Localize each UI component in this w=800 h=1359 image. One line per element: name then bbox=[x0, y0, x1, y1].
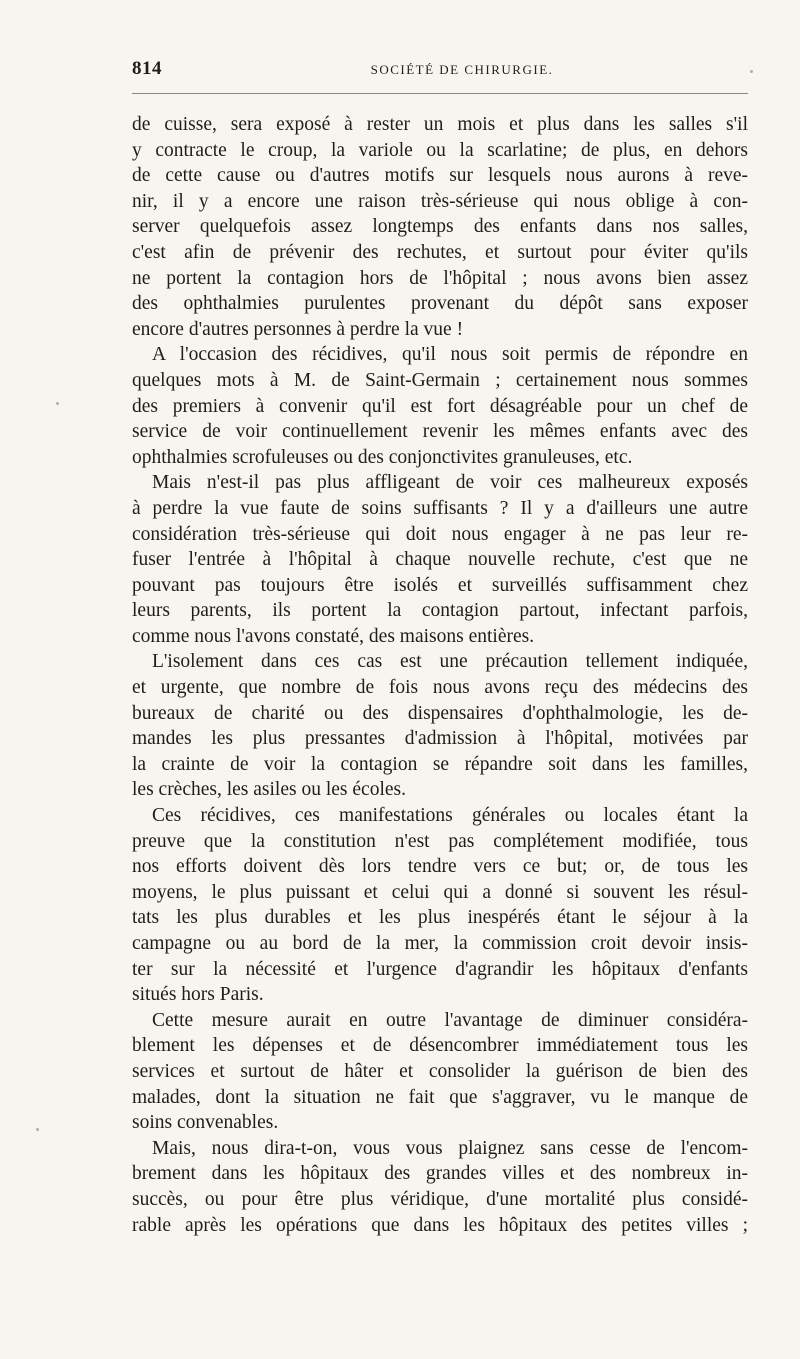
page-number: 814 bbox=[132, 58, 162, 79]
text-line: situés hors Paris. bbox=[132, 984, 264, 1006]
text-line: encore d'autres personnes à perdre la vue ! bbox=[132, 318, 464, 340]
text-line: fuser l'entrée à l'hôpital à chaque nouvelle rechute, c'est que ne bbox=[132, 549, 748, 571]
text-line: de cette cause ou d'autres motifs sur lesquels nous aurons à reve- bbox=[132, 165, 748, 187]
text-line: y contracte le croup, la variole ou la scarlatine; de plus, en dehors bbox=[132, 139, 748, 161]
text-line: des premiers à convenir qu'il est fort désagréable pour un chef de bbox=[132, 395, 748, 417]
text-line: soins convenables. bbox=[132, 1112, 279, 1134]
text-line: à perdre la vue faute de soins suffisants ? Il y a d'ailleurs une autre bbox=[132, 497, 748, 519]
text-line: de cuisse, sera exposé à rester un mois et plus dans les salles s'il bbox=[132, 114, 748, 135]
text-line: brement dans les hôpitaux des grandes villes et des nombreux in- bbox=[132, 1163, 748, 1185]
text-line: Ces récidives, ces manifestations générales ou locales étant la bbox=[152, 805, 748, 827]
text-line: les crèches, les asiles ou les écoles. bbox=[132, 779, 406, 801]
text-line: tats les plus durables et les plus inespérés étant le séjour à la bbox=[132, 907, 748, 929]
text-line: moyens, le plus puissant et celui qui a donné si souvent les résul- bbox=[132, 881, 748, 903]
text-line: ophthalmies scrofuleuses ou des conjonctivites granuleuses, etc. bbox=[132, 446, 633, 468]
text-line: service de voir continuellement revenir les mêmes enfants avec des bbox=[132, 421, 748, 443]
paper-speck bbox=[750, 70, 753, 73]
header-rule bbox=[132, 93, 748, 94]
text-line: comme nous l'avons constaté, des maisons entières. bbox=[132, 625, 535, 647]
text-line: malades, dont la situation ne fait que s'aggraver, vu le manque de bbox=[132, 1086, 748, 1108]
paper-speck bbox=[36, 1128, 39, 1131]
text-line: c'est afin de prévenir des rechutes, et surtout pour éviter qu'ils bbox=[132, 241, 748, 263]
text-line: Mais, nous dira-t-on, vous vous plaignez sans cesse de l'encom- bbox=[152, 1137, 748, 1159]
text-line: ne portent la contagion hors de l'hôpital ; nous avons bien assez bbox=[132, 267, 748, 289]
running-head: SOCIÉTÉ DE CHIRURGIE. bbox=[370, 62, 554, 77]
text-line: services et surtout de hâter et consolider la guérison de bien des bbox=[132, 1060, 748, 1082]
text-line: server quelquefois assez longtemps des enfants dans nos salles, bbox=[132, 216, 748, 238]
text-line: des ophthalmies purulentes provenant du dépôt sans exposer bbox=[132, 293, 748, 315]
body-text bbox=[132, 112, 748, 1238]
text-line: succès, ou pour être plus véridique, d'une mortalité plus considé- bbox=[132, 1188, 748, 1210]
text-line: nos efforts doivent dès lors tendre vers ce but; or, de tous les bbox=[132, 856, 748, 878]
text-line: campagne ou au bord de la mer, la commission croit devoir insis- bbox=[132, 933, 748, 954]
text-line: quelques mots à M. de Saint-Germain ; certainement nous sommes bbox=[132, 369, 748, 391]
text-line: pouvant pas toujours être isolés et surveillés suffisamment chez bbox=[132, 574, 748, 596]
text-line: preuve que la constitution n'est pas complétement modifiée, tous bbox=[132, 830, 748, 852]
text-line: Cette mesure aurait en outre l'avantage de diminuer considéra- bbox=[152, 1009, 748, 1031]
text-line: rable après les opérations que dans les hôpitaux des petites villes ; bbox=[132, 1214, 748, 1236]
text-line: considération très-sérieuse qui doit nous engager à ne pas leur re- bbox=[132, 523, 748, 545]
text-line: bureaux de charité ou des dispensaires d'ophthalmologie, les de- bbox=[132, 702, 748, 724]
text-line: mandes les plus pressantes d'admission à l'hôpital, motivées par bbox=[132, 728, 748, 750]
text-line: ter sur la nécessité et l'urgence d'agrandir les hôpitaux d'enfants bbox=[132, 958, 748, 980]
text-line: leurs parents, ils portent la contagion partout, infectant parfois, bbox=[132, 600, 748, 622]
page-header bbox=[132, 58, 752, 88]
text-line: la crainte de voir la contagion se répandre soit dans les familles, bbox=[132, 753, 748, 775]
paper-speck bbox=[56, 402, 59, 405]
text-line: blement les dépenses et de désencombrer immédiatement tous les bbox=[132, 1035, 748, 1057]
text-line: et urgente, que nombre de fois nous avons reçu des médecins des bbox=[132, 677, 748, 699]
text-line: Mais n'est-il pas plus affligeant de voir ces malheureux exposés bbox=[152, 472, 748, 494]
text-line: L'isolement dans ces cas est une précaution tellement indiquée, bbox=[152, 651, 748, 673]
text-line: nir, il y a encore une raison très-sérieuse qui nous oblige à con- bbox=[132, 190, 748, 212]
text-line: A l'occasion des récidives, qu'il nous soit permis de répondre en bbox=[152, 344, 748, 366]
